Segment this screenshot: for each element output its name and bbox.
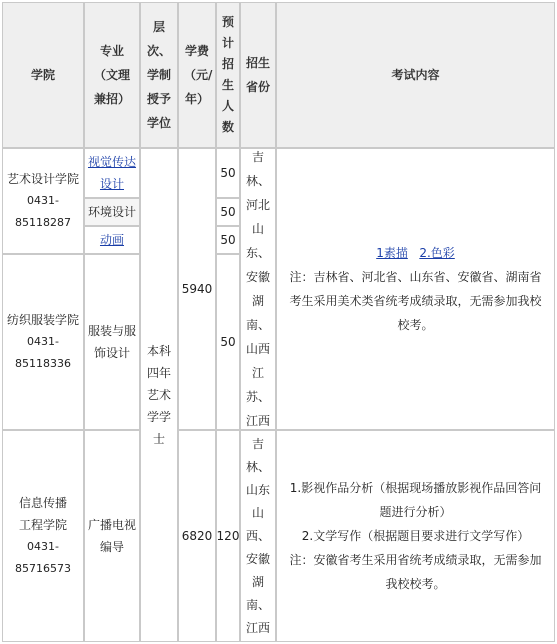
admissions-table [2,2,555,642]
exam-color-link[interactable]: 2.色彩 [419,246,455,260]
quota-fashion-text: 50 [220,335,236,349]
quota-anim-text: 50 [220,233,236,247]
header-provinces [240,2,276,148]
header-college-text: 学院 [30,68,55,82]
header-level-text: 层次、学制授予学位 [146,20,171,130]
tuition-group2 [178,430,216,642]
quota-environment [216,198,240,226]
quota-fashion [216,254,240,430]
major-animation[interactable] [84,226,140,254]
college-art-phone: 0431-85118287 [14,194,71,229]
provinces-group1 [240,148,276,430]
major-visual-link[interactable]: 视觉传达设计 [87,155,136,191]
quota-env-text: 50 [220,205,236,219]
header-quota-text: 预计招生人数 [221,15,234,134]
exam-group2-item2: 2.文学写作（根据题目要求进行文学写作） [301,529,530,543]
header-major [84,2,140,148]
major-visual-communication[interactable] [84,148,140,198]
college-textile-phone: 0431-85118336 [14,335,71,370]
tuition-group1-text: 5940 [181,282,213,296]
header-tuition [178,2,216,148]
college-art-name: 艺术设计学院 [6,172,79,186]
quota-visual-text: 50 [220,166,236,180]
college-info-comm [2,430,84,642]
exam-group2-item1: 1.影视作品分析（根据现场播放影视作品回答问题进行分析） [289,481,542,519]
level-degree-text: 本科四年艺术学学士 [146,344,171,446]
quota-visual [216,148,240,198]
header-exam [276,2,555,148]
header-quota [216,2,240,148]
college-art-design [2,148,84,254]
exam-group2 [276,430,555,642]
provinces-group1-text: 吉林、河北山东、安徽湖南、山西江苏、江西 [245,150,270,428]
major-environment-design [84,198,140,226]
provinces-group2-text: 吉林、山东山西、安徽湖南、江西 [245,436,270,635]
header-provinces-text: 招生省份 [245,56,270,94]
quota-animation [216,226,240,254]
header-tuition-text: 学费（元/年） [184,44,213,106]
exam-group1-note: 注：吉林省、河北省、山东省、安徽省、湖南省考生采用美术类省统考成绩录取，无需参加我校校考。 [289,270,542,332]
exam-group1 [276,148,555,430]
header-level [140,2,178,148]
college-textile [2,254,84,430]
exam-sketch-link[interactable]: 1素描 [376,246,408,260]
major-fashion-design [84,254,140,430]
major-anim-link[interactable]: 动画 [99,233,124,247]
quota-group2-text: 120 [216,529,240,543]
major-fashion-text: 服装与服饰设计 [87,324,136,360]
major-broadcast-text: 广播电视编导 [87,518,136,554]
tuition-group2-text: 6820 [181,529,213,543]
college-info-name: 信息传播工程学院 [18,496,67,532]
header-college [2,2,84,148]
major-env-text: 环境设计 [87,205,136,219]
major-broadcast-directing [84,430,140,642]
level-degree [140,148,178,642]
tuition-group1 [178,148,216,430]
header-major-text: 专业（文理兼招） [93,44,130,106]
quota-group2 [216,430,240,642]
college-info-phone: 0431-85716573 [15,540,71,575]
college-textile-name: 纺织服装学院 [6,313,79,327]
exam-group2-note: 注：安徽省考生采用省统考成绩录取，无需参加我校校考。 [289,553,542,591]
header-exam-text: 考试内容 [391,68,440,82]
provinces-group2 [240,430,276,642]
